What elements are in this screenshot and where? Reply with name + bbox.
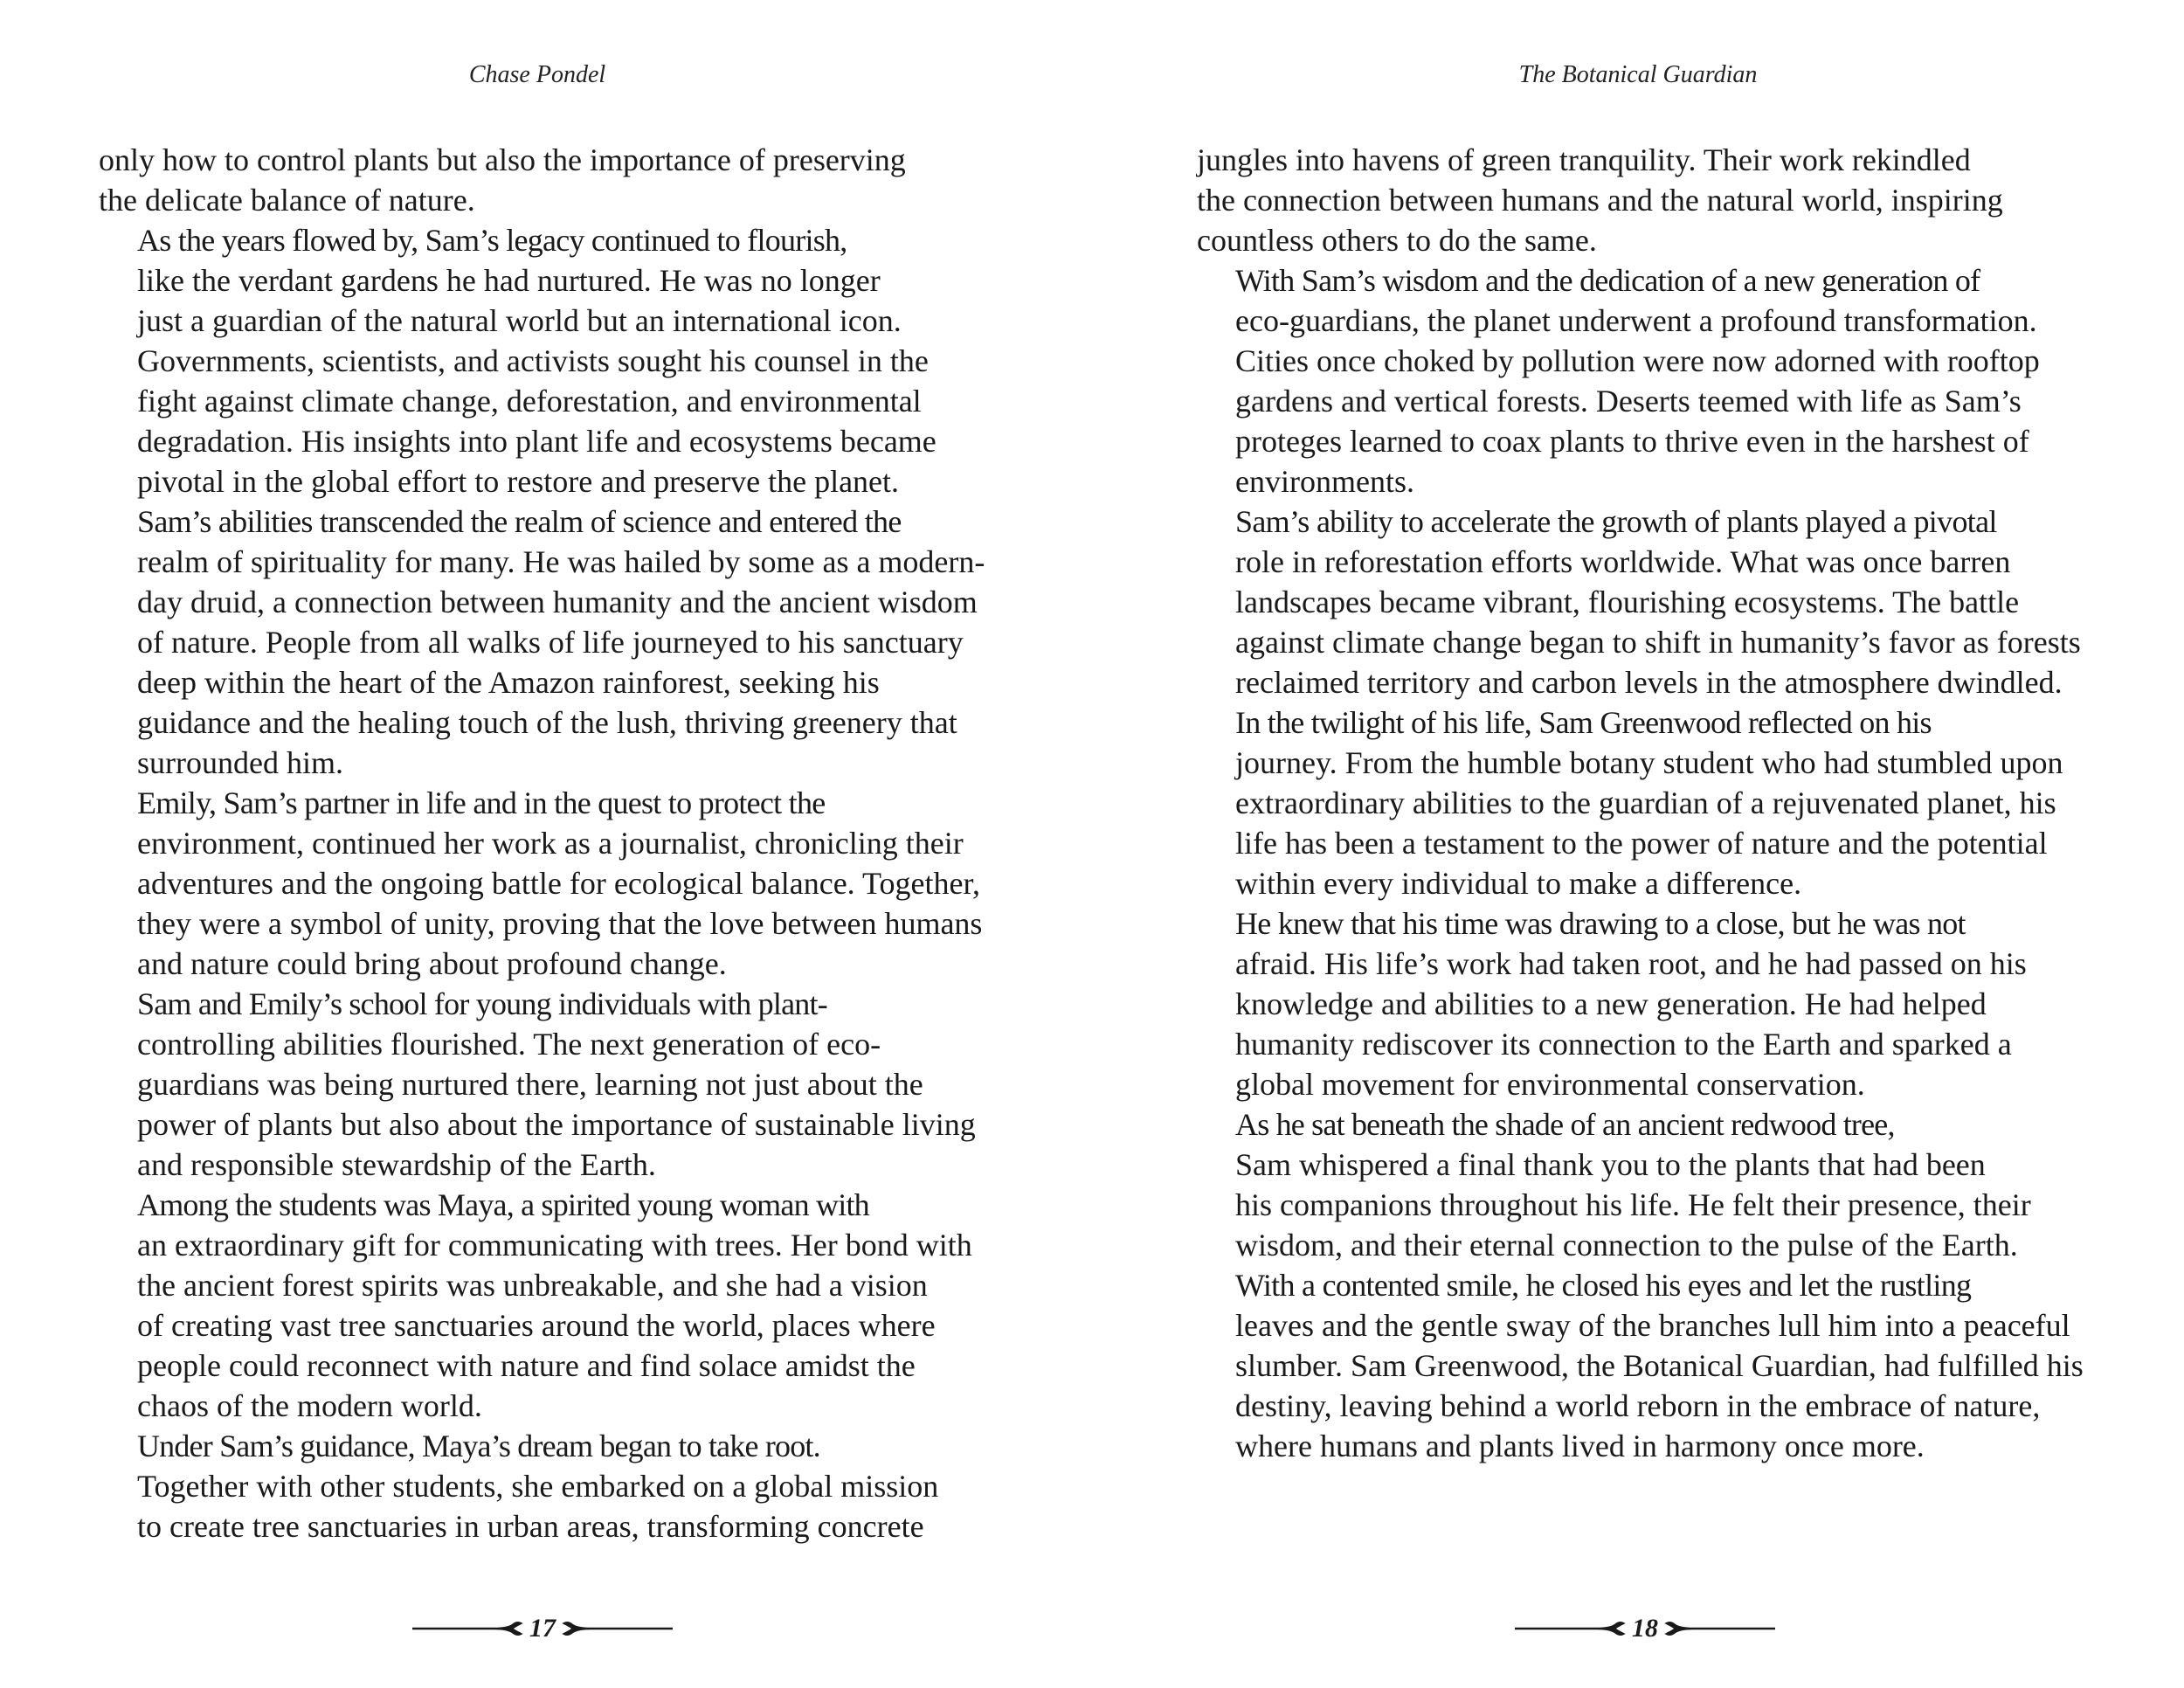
text-line: of creating vast tree sanctuaries around the world, places where [137, 1308, 936, 1343]
text-line: environments. [1235, 464, 1414, 499]
right-flourish-icon [1663, 1619, 1777, 1638]
text-line: degradation. His insights into plant life and ecosystems became [137, 424, 936, 459]
text-line: within every individual to make a difference. [1235, 866, 1802, 901]
text-line: As the years flowed by, Sam’s legacy continued to flourish, [137, 223, 847, 258]
text-line: afraid. His life’s work had taken root, and he had passed on his [1235, 946, 2027, 981]
text-line: landscapes became vibrant, flourishing ecosystems. The battle [1235, 585, 2020, 619]
text-line: Together with other students, she embarked on a global mission [137, 1469, 939, 1504]
text-line: He knew that his time was drawing to a close, but he was not [1235, 906, 1966, 941]
text-line: adventures and the ongoing battle for ecological balance. Together, [137, 866, 981, 901]
text-line: pivotal in the global effort to restore and preserve the planet. [137, 464, 900, 499]
paragraph [99, 502, 1007, 783]
text-line: an extraordinary gift for communicating with trees. Her bond with [137, 1228, 972, 1263]
text-line: Sam’s ability to accelerate the growth of plants played a pivotal [1235, 504, 1997, 539]
text-line: extraordinary abilities to the guardian of a rejuvenated planet, his [1235, 785, 2056, 820]
paragraph [1197, 260, 2114, 502]
text-line: the ancient forest spirits was unbreakable, and she had a vision [137, 1268, 928, 1303]
paragraph [99, 783, 1007, 984]
text-line: gardens and vertical forests. Deserts teemed with life as Sam’s [1235, 384, 2022, 419]
paragraph [99, 1426, 1007, 1546]
body-text-right [1197, 140, 2114, 1466]
running-head-title: The Botanical Guardian [1518, 61, 1758, 88]
text-line: day druid, a connection between humanity and the ancient wisdom [137, 585, 978, 619]
text-line: wisdom, and their eternal connection to the pulse of the Earth. [1235, 1228, 2018, 1263]
text-line: like the verdant gardens he had nurtured. He was no longer [137, 263, 881, 298]
paragraph [99, 984, 1007, 1185]
text-line: power of plants but also about the importance of sustainable living [137, 1107, 976, 1142]
text-line: they were a symbol of unity, proving that the love between humans [137, 906, 983, 941]
text-line: only how to control plants but also the importance of preserving [99, 142, 906, 177]
text-line: slumber. Sam Greenwood, the Botanical Guardian, had fulfilled his [1235, 1348, 2084, 1383]
text-line: With Sam’s wisdom and the dedication of a new generation of [1235, 263, 1980, 298]
page-number: 18 [1632, 1614, 1658, 1643]
running-head-author: Chase Pondel [468, 61, 606, 88]
text-line: journey. From the humble botany student who had stumbled upon [1235, 745, 2063, 780]
text-line: guardians was being nurtured there, learning not just about the [137, 1067, 923, 1102]
text-line: and responsible stewardship of the Earth. [137, 1147, 656, 1182]
text-line: Cities once choked by pollution were now adorned with rooftop [1235, 343, 2040, 378]
text-line: Sam and Emily’s school for young individuals with plant- [137, 986, 827, 1021]
text-line: to create tree sanctuaries in urban areas, transforming concrete [137, 1509, 924, 1544]
text-line: Sam whispered a final thank you to the plants that had been [1235, 1147, 1986, 1182]
text-line: role in reforestation efforts worldwide. What was once barren [1235, 544, 2011, 579]
paragraph [1197, 502, 2114, 702]
left-flourish-icon [411, 1619, 524, 1638]
text-line: As he sat beneath the shade of an ancient redwood tree, [1235, 1107, 1895, 1142]
body-text-left [99, 140, 1007, 1546]
paragraph [1197, 1104, 2114, 1265]
text-line: fight against climate change, deforestation, and environmental [137, 384, 922, 419]
paragraph [1197, 140, 2114, 260]
text-line: humanity rediscover its connection to the Earth and sparked a [1235, 1027, 2012, 1062]
paragraph [99, 140, 1007, 220]
text-line: chaos of the modern world. [137, 1388, 482, 1423]
text-line: Sam’s abilities transcended the realm of science and entered the [137, 504, 902, 539]
page-number: 17 [529, 1614, 556, 1643]
text-line: eco-guardians, the planet underwent a profound transformation. [1235, 303, 2037, 338]
text-line: realm of spirituality for many. He was hailed by some as a modern- [137, 544, 985, 579]
text-line: reclaimed territory and carbon levels in the atmosphere dwindled. [1235, 665, 2063, 700]
folio-left [411, 1611, 674, 1646]
text-line: his companions throughout his life. He felt their presence, their [1235, 1187, 2031, 1222]
text-line: Governments, scientists, and activists sought his counsel in the [137, 343, 929, 378]
right-flourish-icon [561, 1619, 674, 1638]
text-line: just a guardian of the natural world but an international icon. [137, 303, 902, 338]
left-flourish-icon [1513, 1619, 1627, 1638]
text-line: surrounded him. [137, 745, 343, 780]
paragraph [99, 220, 1007, 502]
paragraph [1197, 903, 2114, 1104]
right-page [1092, 0, 2184, 1688]
text-line: Under Sam’s guidance, Maya’s dream began to take root. [137, 1429, 820, 1463]
text-line: deep within the heart of the Amazon rainforest, seeking his [137, 665, 880, 700]
text-line: Among the students was Maya, a spirited young woman with [137, 1187, 869, 1222]
text-line: against climate change began to shift in humanity’s favor as forests [1235, 625, 2081, 660]
text-line: leaves and the gentle sway of the branches lull him into a peaceful [1235, 1308, 2070, 1343]
text-line: jungles into havens of green tranquility. Their work rekindled [1197, 142, 1971, 177]
paragraph [99, 1185, 1007, 1426]
text-line: In the twilight of his life, Sam Greenwood reflected on his [1235, 705, 1932, 740]
paragraph [1197, 1265, 2114, 1466]
folio-right [1513, 1611, 1777, 1646]
text-line: controlling abilities flourished. The next generation of eco- [137, 1027, 881, 1062]
text-line: of nature. People from all walks of life journeyed to his sanctuary [137, 625, 964, 660]
text-line: knowledge and abilities to a new generation. He had helped [1235, 986, 1987, 1021]
text-line: With a contented smile, he closed his eyes and let the rustling [1235, 1268, 1972, 1303]
text-line: where humans and plants lived in harmony once more. [1235, 1429, 1925, 1463]
text-line: proteges learned to coax plants to thrive even in the harshest of [1235, 424, 2029, 459]
text-line: Emily, Sam’s partner in life and in the quest to protect the [137, 785, 826, 820]
text-line: destiny, leaving behind a world reborn in the embrace of nature, [1235, 1388, 2041, 1423]
text-line: life has been a testament to the power of nature and the potential [1235, 826, 2048, 861]
text-line: global movement for environmental conservation. [1235, 1067, 1865, 1102]
text-line: environment, continued her work as a journalist, chronicling their [137, 826, 964, 861]
text-line: the connection between humans and the natural world, inspiring [1197, 183, 2003, 218]
paragraph [1197, 702, 2114, 903]
text-line: people could reconnect with nature and find solace amidst the [137, 1348, 916, 1383]
text-line: guidance and the healing touch of the lush, thriving greenery that [137, 705, 957, 740]
text-line: countless others to do the same. [1197, 223, 1597, 258]
text-line: the delicate balance of nature. [99, 183, 475, 218]
text-line: and nature could bring about profound change. [137, 946, 727, 981]
